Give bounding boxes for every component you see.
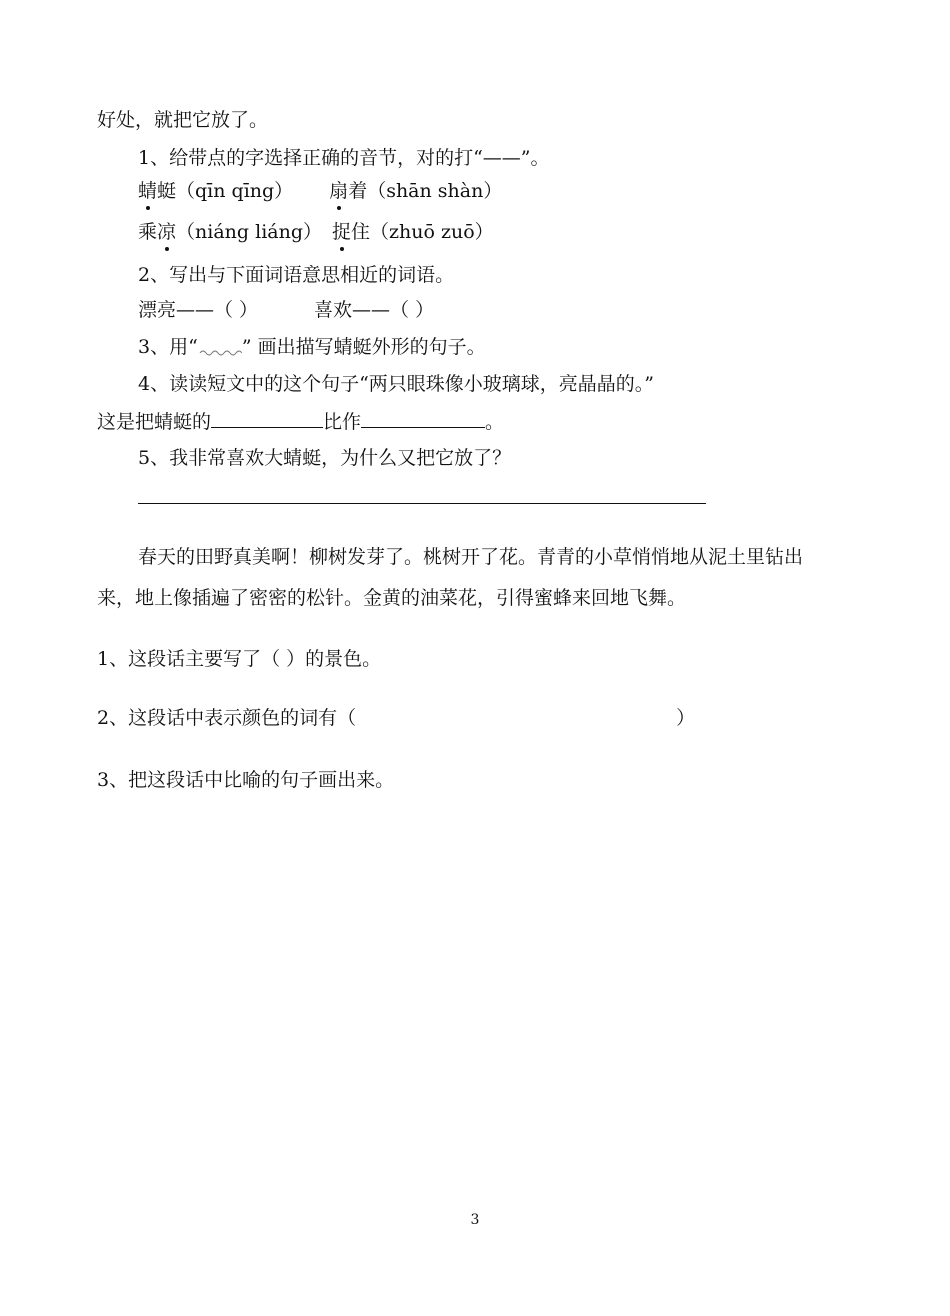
reading-question-1: 1、这段话主要写了（ ）的景色。: [97, 648, 382, 670]
pinyin-choice: （niáng liáng）: [176, 221, 322, 243]
question-1-items-row2: 乘凉 （niáng liáng） 捉 住（zhuō zuō）: [138, 220, 494, 244]
reading-question-2: 2、这段话中表示颜色的词有（ ）: [97, 707, 696, 729]
fill-blank[interactable]: [361, 409, 485, 428]
dotted-char: 蜻: [138, 179, 157, 203]
question-2-items: [138, 298, 434, 322]
page-number: 3: [470, 1212, 480, 1228]
synonym-blank-2: 喜欢——（ ）: [314, 299, 435, 321]
dotted-char: 扇: [329, 179, 348, 203]
question-1-items-row1: [138, 179, 502, 203]
question-5: 5、我非常喜欢大蜻蜓，为什么又把它放了？: [138, 447, 512, 469]
passage-line-2: 来，地上像插遍了密密的松针。金黄的油菜花，引得蜜蜂来回地飞舞。: [97, 587, 687, 609]
synonym-blank-1: 漂亮——（ ）: [138, 299, 259, 321]
answer-line[interactable]: [138, 503, 706, 504]
pinyin-choice: 着（shān shàn）: [348, 180, 503, 202]
pinyin-choice: 蜓（qīn qīng）: [157, 180, 294, 202]
text-line: 好处，就把它放了。: [97, 109, 269, 131]
question-4: 4、读读短文中的这个句子“两只眼珠像小玻璃球，亮晶晶的。”: [138, 373, 655, 395]
question-1: 1、给带点的字选择正确的音节，对的打“——”。: [138, 147, 550, 169]
question-2: 2、写出与下面词语意思相近的词语。: [138, 264, 455, 286]
passage-line-1: 春天的田野真美啊！柳树发芽了。桃树开了花。青青的小草悄悄地从泥土里钻出: [138, 546, 804, 568]
wavy-underline-icon: [198, 343, 242, 357]
question-3: 3、用“ ” 画出描写蜻蜓外形的句子。: [138, 336, 486, 358]
dotted-char: 捉: [332, 220, 351, 244]
reading-question-3: 3、把这段话中比喻的句子画出来。: [97, 769, 395, 791]
dotted-char: 凉: [157, 220, 176, 244]
pinyin-choice: 住（zhuō zuō）: [351, 221, 494, 243]
fill-blank[interactable]: [211, 409, 323, 428]
question-4-fill: 这是把蜻蜓的 比作 。: [97, 411, 505, 433]
